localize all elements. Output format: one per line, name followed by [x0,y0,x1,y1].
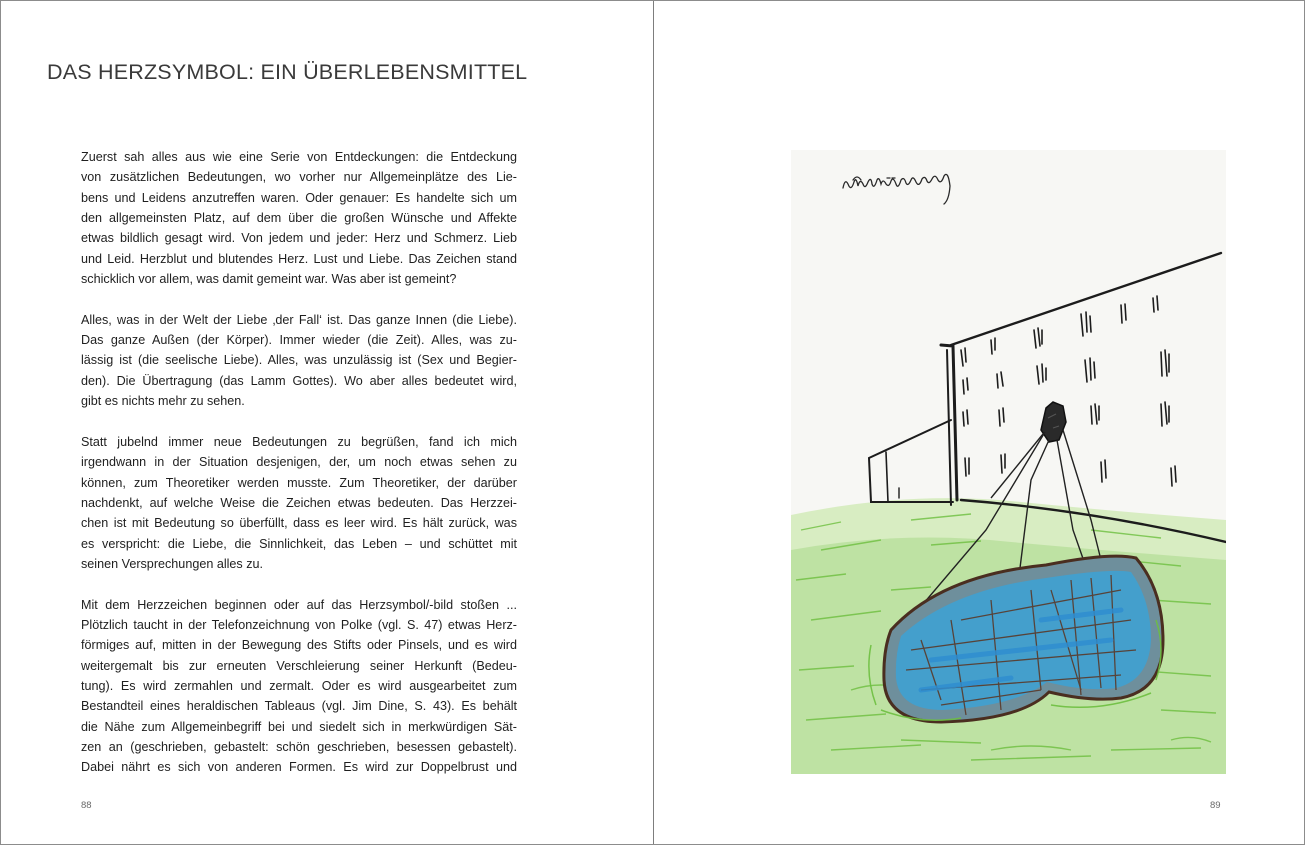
paragraph [81,147,517,289]
page-number: 88 [81,800,92,811]
text-line: von zusätzlichen Bedeutungen, wo vorher nur Allgemeinplätze des Lie- [81,170,517,185]
paragraph [81,595,517,778]
artwork-drawing [791,150,1226,774]
text-line: bens und Leidens anzutreffen waren. Oder genauer: Es handelte sich um [81,190,517,205]
text-line: lässig ist (die seelische Liebe). Alles, was unzulässig ist (Sex und Begier- [81,353,517,368]
text-line: Statt jubelnd immer neue Bedeutungen zu begrüßen, fand ich mich [81,434,517,449]
body-text [81,147,517,798]
page-number: 89 [1210,800,1221,811]
text-line: können, zum Theoretiker werden musste. Zum Theoretiker, der darüber [81,475,517,490]
text-line: Zuerst sah alles aus wie eine Serie von Entdeckungen: die Entdeckung [81,150,517,164]
paragraph [81,432,517,574]
text-line: es verspricht: die Liebe, die Sinnlichkeit, das Leben – und schüttet mit [81,536,517,551]
paragraph [81,310,517,412]
text-line: etwas bildlich gesagt wird. Von jedem und jeder: Herz und Schmerz. Lieb [81,231,517,246]
text-line: Bestandteil eines heraldischen Tableaus (vgl. Jim Dine, S. 43). Es behält [81,699,517,714]
text-line: irgendwann in der Situation desjenigen, der, um noch etwas sehen zu [81,455,517,470]
text-line: Alles, was in der Welt der Liebe ‚der Fall‘ ist. Das ganze Innen (die Liebe). [81,312,517,327]
drawing-svg [791,150,1226,774]
text-line: zen an (geschrieben, gebastelt: schön geschrieben, besessen gebastelt). [81,739,517,754]
text-line: tung). Es wird zermahlen und zermalt. Oder es wird ausgearbeitet zum [81,678,517,693]
text-line: und Leid. Herzblut und blutendes Herz. Lust und Liebe. Das Zeichen stand [81,251,517,266]
text-line: Dabei nährt es sich von anderen Formen. Es wird zur Doppelbrust und [81,760,517,775]
chapter-heading: DAS HERZSYMBOL: EIN ÜBERLEBENSMITTEL [47,60,528,84]
text-line: weitergemalt bis zur erneuten Verschleierung seiner Herkunft (Bedeu- [81,658,517,673]
text-line: die Nähe zum Allgemeinbegriff bei und siedelt sich in merkwürdigen Sät- [81,719,517,734]
text-line: den). Die Übertragung (das Lamm Gottes). Wo aber alles bedeutet wird, [81,373,517,388]
right-page [654,1,1304,844]
left-page [1,1,653,844]
text-line: nachdenkt, auf welche Weise die Zeichen etwas bedeuten. Das Herzzei- [81,495,517,510]
text-line: chen ist mit Bedeutung so überfüllt, dass es leer wird. Es hält zurück, was [81,516,517,531]
text-line: den allgemeinsten Platz, auf dem über die großen Wünsche und Affekte [81,211,517,226]
text-line: gibt es nichts mehr zu sehen. [81,394,245,409]
text-line: schicklich vor allem, was damit gemeint war. Was aber ist gemeint? [81,272,457,287]
text-line: Mit dem Herzzeichen beginnen oder auf das Herzsymbol/-bild stoßen ... [81,597,517,612]
text-line: förmiges auf, mitten in der Bewegung des Stifts oder Pinsels, und es wird [81,638,517,653]
text-line: Das ganze Außen (der Körper). Immer wieder (die Zeit). Alles, was zu- [81,333,517,348]
text-line: Plötzlich taucht in der Telefonzeichnung von Polke (vgl. S. 47) etwas Herz- [81,617,517,632]
text-line: seinen Versprechungen alles zu. [81,556,264,571]
